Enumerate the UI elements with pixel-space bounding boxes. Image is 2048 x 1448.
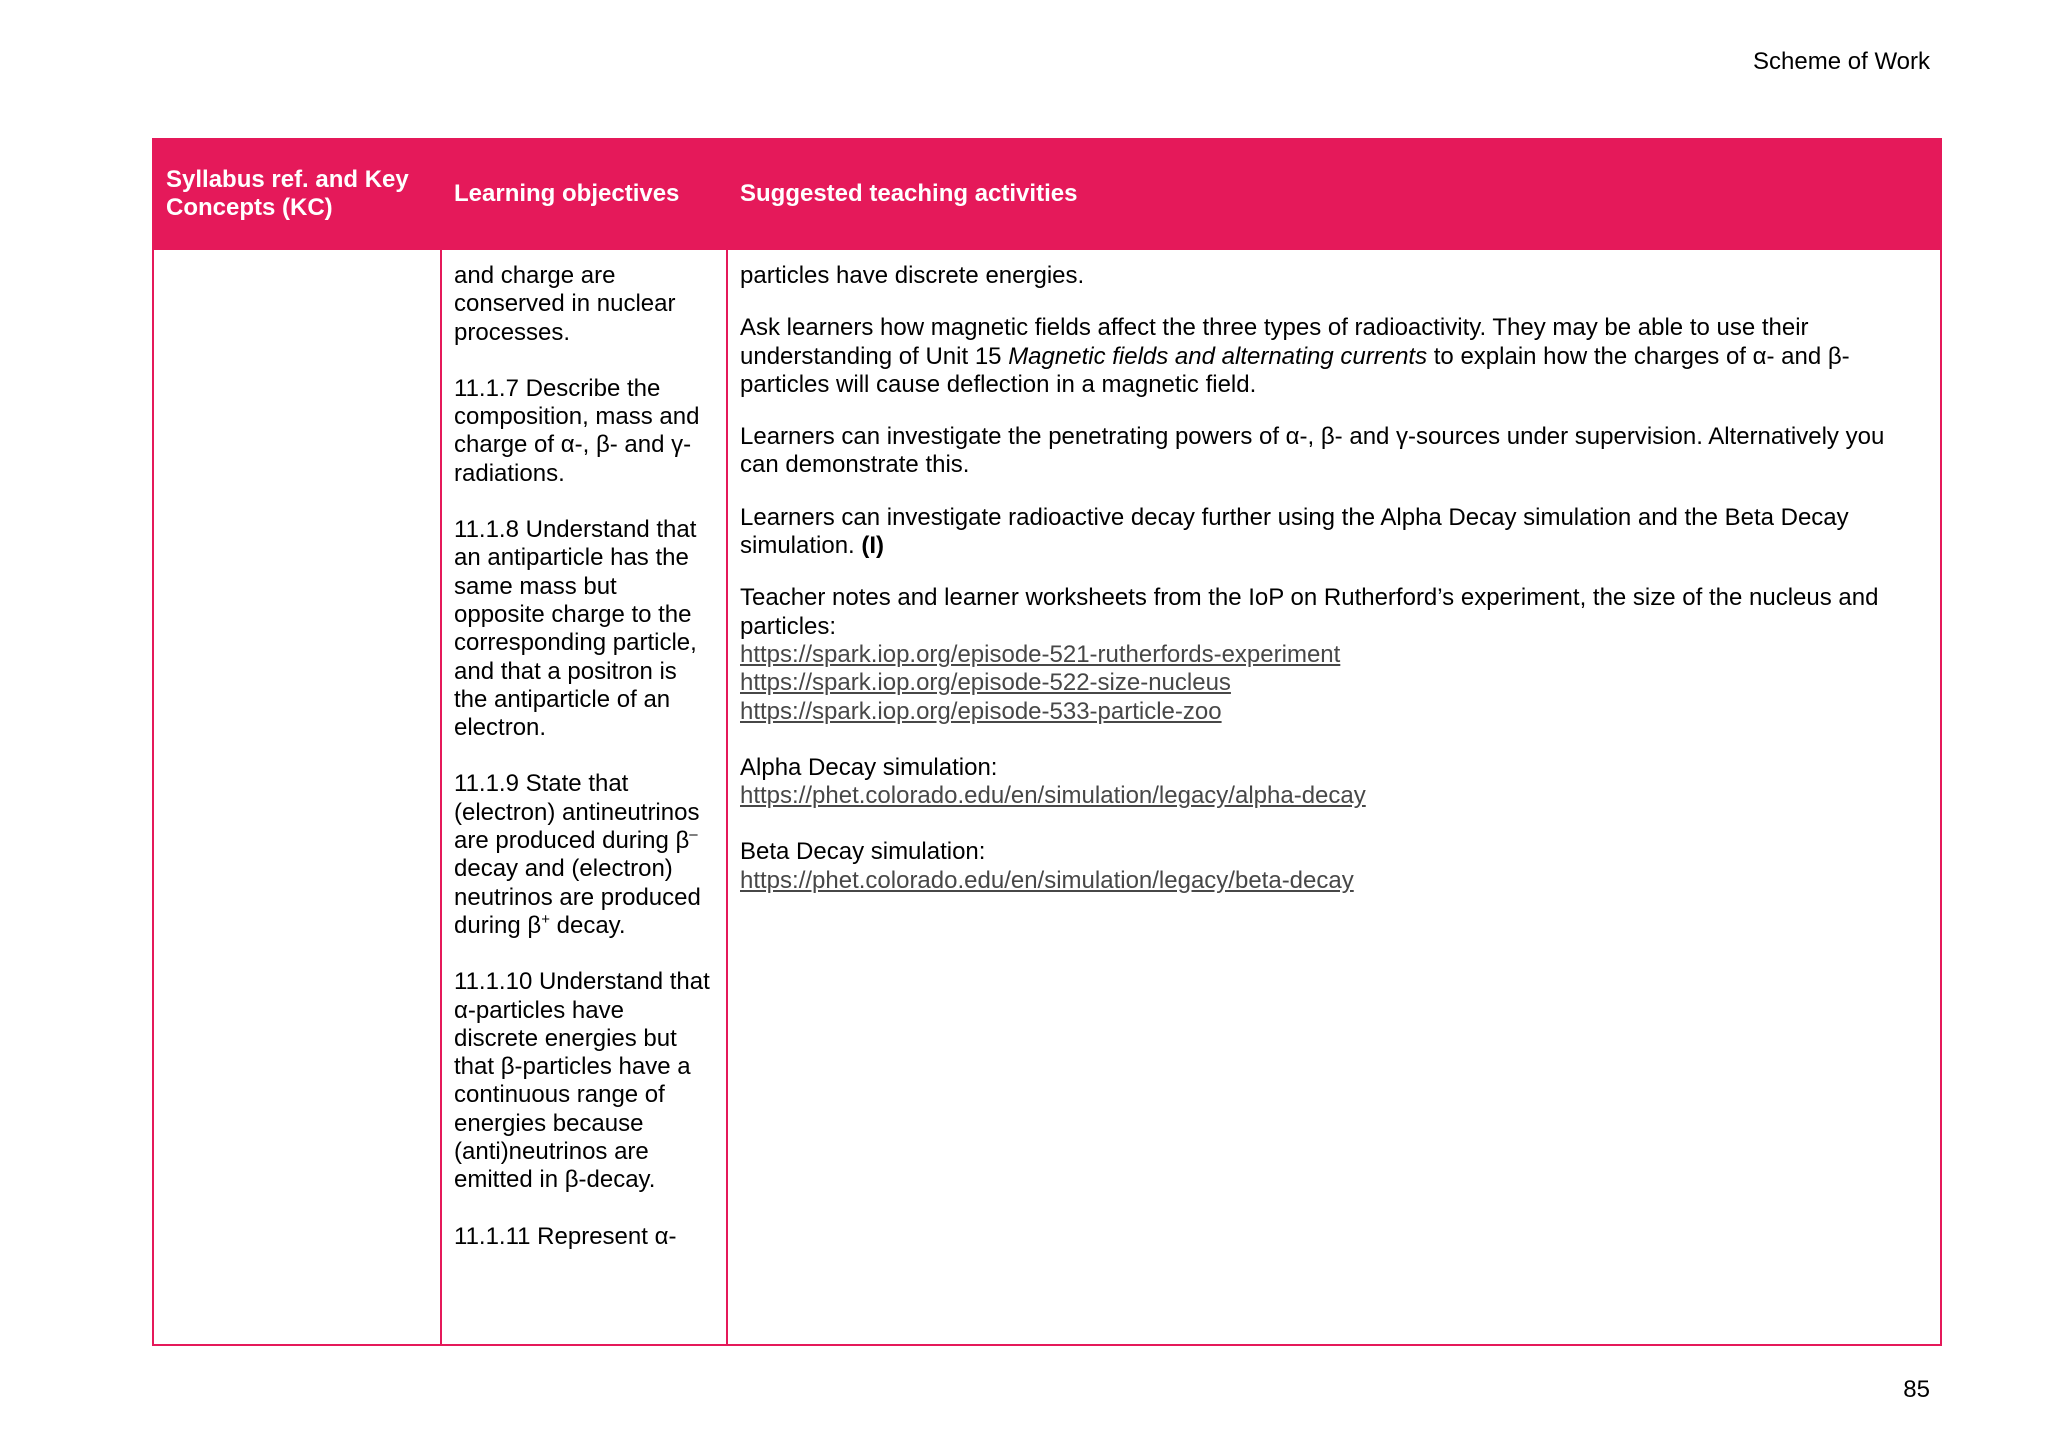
objective-11-1-8: 11.1.8 Understand that an antiparticle has the same mass but opposite charge to the corresponding particle, and that a positron is the antiparticle of an electron.: [454, 516, 697, 742]
beta-minus-superscript: –: [689, 826, 698, 844]
syllabus-cell: [153, 249, 441, 1345]
objective-11-1-7: 11.1.7 Describe the composition, mass and charge of α-, β- and γ-radiations.: [454, 374, 700, 487]
beta-plus-superscript: +: [541, 910, 550, 928]
activity-decay-text: Learners can investigate radioactive decay further using the Alpha Decay simulation and the Beta Decay simulation.: [740, 503, 1849, 560]
table-header-row: [153, 139, 1941, 249]
link-particle-zoo[interactable]: https://spark.iop.org/episode-533-particle-zoo: [740, 697, 1222, 725]
objective-11-1-9-text-b: decay and (electron) neutrinos are produced during β: [454, 855, 701, 939]
activity-iop-resources: [740, 584, 1928, 895]
objective-11-1-9: [454, 770, 714, 940]
objective-continued: and charge are conserved in nuclear processes.: [454, 262, 676, 346]
objective-11-1-11: 11.1.11 Represent α-: [454, 1222, 677, 1250]
page-number: 85: [1903, 1376, 1930, 1403]
iop-resources-text: Teacher notes and learner worksheets from the IoP on Rutherford’s experiment, the size of the nucleus and particles:: [740, 584, 1879, 640]
objective-11-1-10: 11.1.10 Understand that α-particles have discrete energies but that β-particles have a continuous range of energies because (anti)neutrinos are emitted in β-decay.: [454, 968, 710, 1194]
table-row: [153, 249, 1941, 1345]
alpha-decay-label: Alpha Decay simulation:: [740, 753, 998, 781]
link-size-nucleus[interactable]: https://spark.iop.org/episode-522-size-nucleus: [740, 669, 1231, 697]
link-alpha-decay-simulation[interactable]: https://phet.colorado.edu/en/simulation/legacy/alpha-decay: [740, 782, 1366, 810]
header-syllabus-ref: Syllabus ref. and Key Concepts (KC): [153, 139, 441, 249]
activity-discrete-energies: particles have discrete energies.: [740, 262, 1085, 289]
objective-11-1-9-text-c: decay.: [549, 911, 626, 939]
activity-magnetic-text-a: Ask learners how magnetic fields affect the three types of radioactivity. They may be able to use their understanding of Unit 15: [740, 314, 1809, 370]
objectives-cell: [441, 249, 727, 1345]
link-rutherford-experiment[interactable]: https://spark.iop.org/episode-521-rutherfords-experiment: [740, 640, 1341, 668]
activities-cell: [727, 249, 1941, 1345]
independent-marker: (I): [861, 532, 885, 560]
header-teaching-activities: Suggested teaching activities: [727, 139, 1941, 249]
objective-11-1-9-text-a: 11.1.9 State that (electron) antineutrinos are produced during β: [454, 770, 700, 855]
activity-radioactive-decay: [740, 504, 1928, 561]
header-learning-objectives: Learning objectives: [441, 139, 727, 249]
scheme-of-work-table: [152, 138, 1942, 1346]
activity-penetrating-powers: Learners can investigate the penetrating powers of α-, β- and γ-sources under supervision. Alternatively you can demonstrate this.: [740, 423, 1885, 479]
activity-magnetic-text-b: to explain how the charges of α- and β-particles will cause deflection in a magnetic field.: [740, 342, 1850, 398]
unit-15-title: Magnetic fields and alternating currents: [1008, 342, 1428, 370]
link-beta-decay-simulation[interactable]: https://phet.colorado.edu/en/simulation/legacy/beta-decay: [740, 866, 1354, 894]
activity-magnetic-fields: [740, 314, 1928, 399]
beta-decay-label: Beta Decay simulation:: [740, 838, 986, 866]
page-header-title: Scheme of Work: [1753, 48, 1930, 75]
